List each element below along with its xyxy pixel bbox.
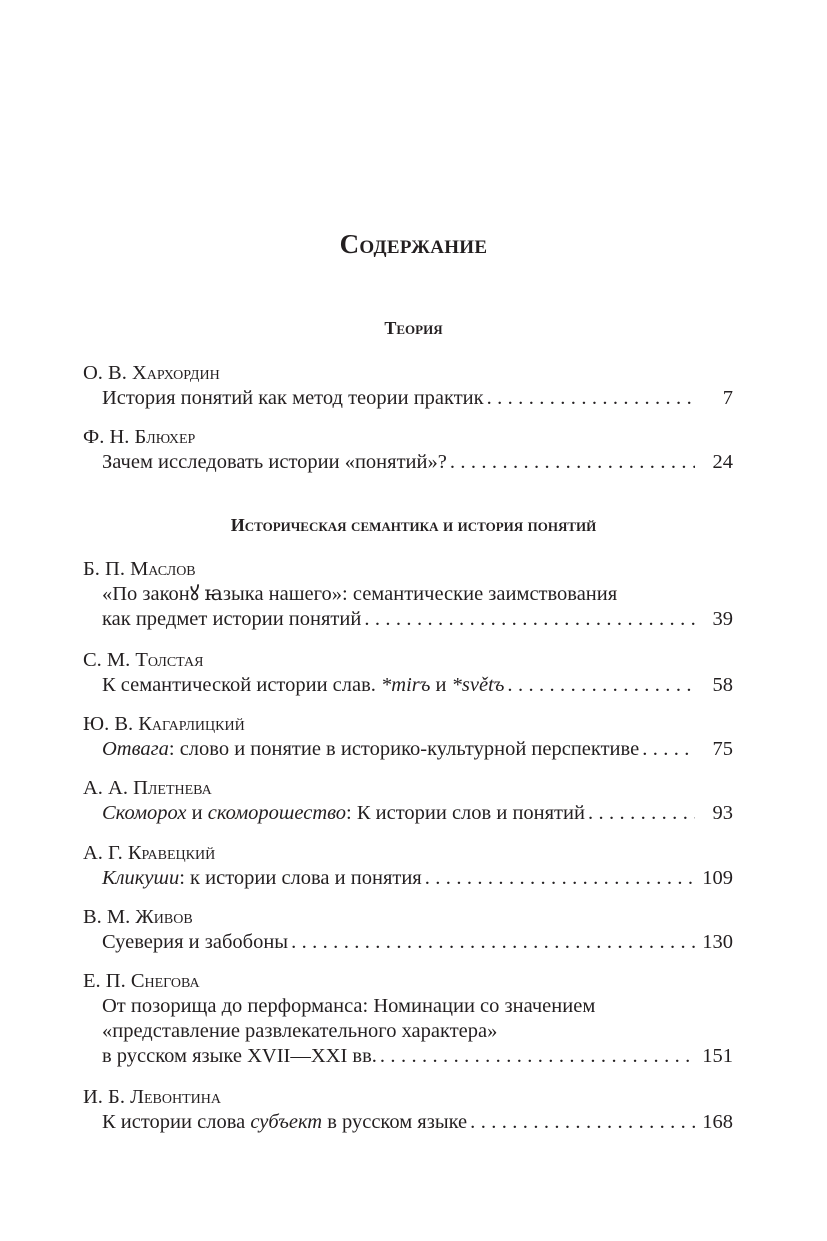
entry-title: Суеверия и забобоны — [102, 931, 289, 953]
dot-leader — [291, 930, 695, 955]
page-number: 168 — [702, 1111, 733, 1133]
toc-entry[interactable] — [83, 425, 733, 475]
entry-author: Е. П. Снегова — [83, 970, 200, 992]
dot-leader — [507, 673, 695, 698]
entry-author: И. Б. Левонтина — [83, 1086, 221, 1108]
entry-title: в русском языке XVII—XXI вв. — [102, 1045, 377, 1067]
toc-entry[interactable] — [83, 905, 733, 955]
toc-entry[interactable] — [83, 776, 733, 826]
dot-leader — [642, 737, 695, 762]
entry-author: В. М. Живов — [83, 906, 193, 928]
entry-author: А. А. Плетнева — [83, 777, 212, 799]
section-title-historical-semantics: Историческая семантика и история понятий — [230, 515, 597, 535]
page-number: 39 — [712, 608, 733, 630]
page-number: 24 — [712, 451, 733, 473]
entry-title: как предмет истории понятий — [102, 608, 362, 630]
page-number: 75 — [712, 738, 733, 760]
toc-entry[interactable] — [83, 557, 733, 632]
entry-title: Скоморох и скоморошество: К истории слов и понятий — [102, 802, 585, 824]
page-number: 151 — [702, 1045, 733, 1067]
toc-entry[interactable] — [83, 1085, 733, 1135]
dot-leader — [470, 1110, 695, 1135]
section-title-theory: Теория — [384, 318, 443, 338]
toc-entry[interactable] — [83, 969, 733, 1069]
entry-title-line: «По законꙋ ꙗзыка нашего»: семантические заимствования — [102, 583, 618, 605]
entry-title: К семантической истории слав. *mirъ и *světъ — [102, 674, 505, 696]
entry-title: Кликуши: к истории слова и понятия — [102, 867, 422, 889]
dot-leader — [380, 1044, 695, 1069]
page-number: 7 — [722, 387, 733, 409]
page-number: 58 — [712, 674, 733, 696]
entry-author: Ф. Н. Блюхер — [83, 426, 196, 448]
entry-title: Зачем исследовать истории «понятий»? — [102, 451, 447, 473]
toc-entry[interactable] — [83, 841, 733, 891]
page-number: 130 — [702, 931, 733, 953]
toc-entry[interactable] — [83, 712, 733, 762]
dot-leader — [487, 386, 695, 411]
dot-leader — [450, 450, 695, 475]
page-number: 93 — [712, 802, 733, 824]
page-number: 109 — [702, 867, 733, 889]
entry-author: А. Г. Кравецкий — [83, 842, 216, 864]
entry-author: О. В. Хархордин — [83, 362, 220, 384]
entry-author: Б. П. Маслов — [83, 558, 196, 580]
entry-title: История понятий как метод теории практик — [102, 387, 484, 409]
entry-title: К истории слова субъект в русском языке — [102, 1111, 468, 1133]
entry-author: С. М. Толстая — [83, 649, 204, 671]
entry-title-line: От позорища до перформанса: Номинации со значением — [102, 995, 596, 1017]
dot-leader — [425, 866, 695, 891]
page-title: Содержание — [339, 229, 488, 259]
dot-leader — [364, 607, 695, 632]
toc-entry[interactable] — [83, 361, 733, 411]
dot-leader — [588, 801, 695, 826]
entry-title: Отвага: слово и понятие в историко-культурной перспективе — [102, 738, 640, 760]
entry-title-line: «представление развлекательного характера» — [102, 1020, 498, 1042]
entry-author: Ю. В. Кагарлицкий — [83, 713, 245, 735]
toc-entry[interactable] — [83, 648, 733, 698]
